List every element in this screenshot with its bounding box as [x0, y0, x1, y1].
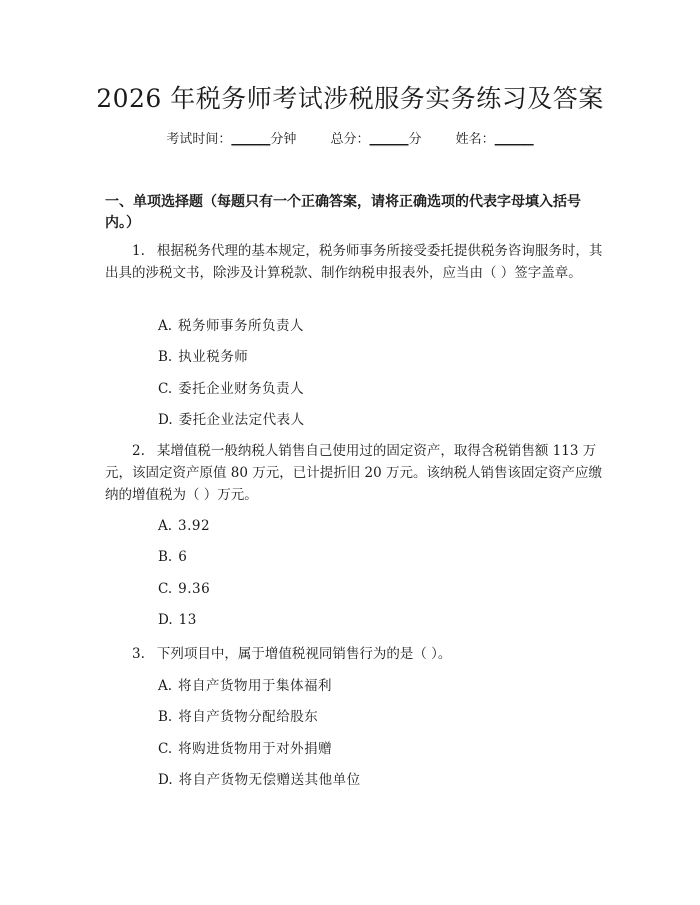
student-name-label: 姓名： [455, 132, 495, 147]
option-text: 税务师事务所负责人 [178, 318, 305, 334]
option-1-c [158, 379, 304, 399]
option-text: 委托企业财务负责人 [178, 381, 305, 397]
option-3-d [158, 770, 361, 790]
option-2-a [158, 516, 210, 536]
option-text: 将自产货物分配给股东 [178, 709, 319, 725]
option-text: 将自产货物无偿赠送其他单位 [178, 772, 361, 788]
option-1-d [158, 410, 305, 430]
option-text: 执业税务师 [178, 349, 249, 365]
total-score-label: 总分： [330, 132, 370, 147]
option-2-d [158, 610, 197, 630]
total-score-blank: ______ [369, 132, 409, 147]
section-header: 一、单项选择题（每题只有一个正确答案，请将正确选项的代表字母填入括号内。） [105, 194, 581, 231]
option-letter: A. [158, 318, 173, 334]
exam-time-unit: 分钟 [270, 132, 297, 147]
option-3-b [158, 707, 318, 727]
option-letter: C. [158, 381, 173, 397]
option-text: 13 [178, 612, 197, 628]
exam-info [0, 130, 700, 150]
option-text: 6 [178, 549, 188, 565]
option-letter: D. [158, 612, 173, 628]
option-letter: C. [158, 741, 173, 757]
exam-time [166, 130, 296, 150]
total-score-unit: 分 [408, 132, 422, 147]
option-3-a [158, 676, 332, 696]
question-1 [105, 240, 603, 284]
option-text: 9.36 [178, 581, 211, 597]
question-number: 3. [132, 646, 145, 662]
option-letter: B. [158, 709, 173, 725]
exam-time-blank: ______ [231, 132, 271, 147]
option-2-c [158, 579, 210, 599]
option-letter: A. [158, 678, 173, 694]
option-letter: D. [158, 772, 173, 788]
student-name-blank: ______ [494, 132, 534, 147]
question-number: 1. [132, 243, 145, 259]
option-text: 将自产货物用于集体福利 [178, 678, 333, 694]
exam-time-label: 考试时间： [166, 132, 232, 147]
question-number: 2. [132, 443, 145, 459]
option-text: 将购进货物用于对外捐赠 [178, 741, 333, 757]
option-3-c [158, 739, 332, 759]
option-letter: D. [158, 412, 173, 428]
option-text: 3.92 [178, 518, 211, 534]
question-text: 下列项目中，属于增值税视同销售行为的是（ ）。 [156, 646, 452, 662]
question-3 [105, 643, 603, 665]
student-name [456, 130, 534, 150]
option-2-b [158, 547, 187, 567]
total-score [330, 130, 421, 150]
page-title: 2026 年税务师考试涉税服务实务练习及答案 [96, 84, 604, 113]
question-text: 某增值税一般纳税人销售自己使用过的固定资产，取得含税销售额 113 万元，该固定资产原值 80 万元，已计提折旧 20 万元。该纳税人销售该固定资产应缴纳的增值税为（ ）万元。 [105, 443, 603, 503]
question-text: 根据税务代理的基本规定，税务师事务所接受委托提供税务咨询服务时，其出具的涉税文书，除涉及计算税款、制作纳税申报表外，应当由（ ）签字盖章。 [105, 243, 603, 281]
option-letter: A. [158, 518, 173, 534]
question-2 [105, 440, 603, 506]
option-1-a [158, 316, 304, 336]
option-letter: C. [158, 581, 173, 597]
option-letter: B. [158, 349, 173, 365]
option-letter: B. [158, 549, 173, 565]
option-text: 委托企业法定代表人 [178, 412, 305, 428]
option-1-b [158, 347, 248, 367]
